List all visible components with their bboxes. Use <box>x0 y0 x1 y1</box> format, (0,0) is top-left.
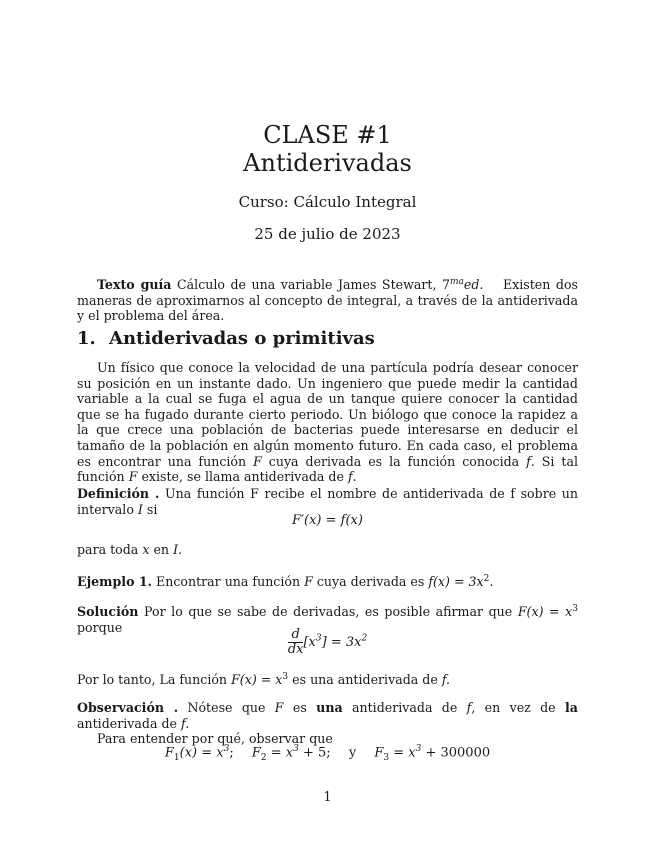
intro-edition-sup: ma <box>449 277 464 287</box>
math-conjunction: y <box>348 745 357 761</box>
example-text: cuya derivada es <box>316 574 425 590</box>
math-var: F <box>274 700 284 715</box>
observation-text: Nótese que <box>187 700 266 715</box>
paragraph-motivation: Un físico que conoce la velocidad de una partícula podría desear conocer su posición en un instante dado. Un ingeniero que puede medir la cantidad variable a la cual se fuga el agua de un tanque quiere conocer la cantidad que se ha fugado durante cierto periodo. Un biólogo que conoce la rapidez a la que crece una población de bacterias puede interesarse en deducir el tamaño de la población en algún momento futuro. En cada caso, el problema es encontrar una función F cuya derivada es la función conocida f. Si tal función F existe, se llama antiderivada de f. <box>77 360 579 485</box>
solution-label: Solución <box>77 604 139 620</box>
document-date: 25 de julio de 2023 <box>254 225 401 243</box>
math-var: f <box>526 453 531 469</box>
observation-label: Observación . <box>77 700 179 715</box>
derivative-formula <box>0 628 655 657</box>
math-var: I <box>137 501 143 517</box>
intro-book: Cálculo de una variable James Stewart, 7 <box>177 277 450 293</box>
math-expr: + 300000 <box>421 745 491 761</box>
math-var: F <box>304 574 313 590</box>
definition-text: Una función F recibe el nombre de antiderivada de f sobre un intervalo <box>77 486 578 517</box>
math-var: x <box>142 542 150 557</box>
math-var: f <box>347 469 353 485</box>
conclusion-text: Por lo tanto, La función <box>77 672 228 688</box>
math-var: F <box>164 745 174 761</box>
observation-text: antiderivada de <box>77 715 177 731</box>
page-number: 1 <box>323 790 332 805</box>
definition-text: si <box>146 501 158 517</box>
math-expr: = x <box>266 745 294 761</box>
definition-tail <box>77 542 578 558</box>
math-expr: = x <box>389 745 416 761</box>
observation-text: es <box>292 700 307 715</box>
intro-paragraph <box>77 275 578 324</box>
math-exponent: 3 <box>315 633 322 644</box>
fraction-numerator: d <box>288 628 304 643</box>
observation-emphasis: una <box>316 700 343 715</box>
intro-text: Existen dos maneras de aproximarnos al concepto de integral, a través de la antiderivada y el problema del área. <box>77 277 578 324</box>
math-exponent: 2 <box>361 633 368 644</box>
section-title: Antiderivadas o primitivas <box>109 328 375 349</box>
math-expr: ; <box>229 745 234 761</box>
definition-text: para toda <box>77 542 139 557</box>
document-title: CLASE #1 <box>263 121 392 149</box>
math-var: f <box>466 700 472 715</box>
paragraph-text: Un físico que conoce la velocidad de una partícula podría desear conocer su posición en un instante dado. Un ingeniero que puede medir la cantidad variable a la cual se fuga el agua de un tanque quiere conocer la cantidad que se ha fugado durante cierto periodo. Un biólogo que conoce la rapidez a la que crece una población de bacterias puede interesarse en deducir el tamaño de la población en algún momento futuro. En cada caso, el problema es encontrar una función <box>77 360 578 469</box>
course-name: Curso: Cálculo Integral <box>238 193 417 211</box>
math-exponent: 3 <box>293 744 299 754</box>
example-1 <box>77 572 578 590</box>
math-subscript: 3 <box>383 752 390 763</box>
fraction <box>288 628 304 657</box>
math-var: F <box>253 453 262 469</box>
observation-text: antiderivada de <box>351 700 458 715</box>
solution-text: Por lo que se sabe de derivadas, es posible afirmar que <box>144 604 513 620</box>
example-label: Ejemplo 1. <box>77 574 153 590</box>
paragraph-text: . Si tal función <box>77 453 579 485</box>
conclusion-formula: F(x) = x <box>231 672 283 688</box>
fraction-denominator: dx <box>287 642 304 657</box>
solution-formula: F(x) = x <box>517 604 573 620</box>
intro-label: Texto guía <box>97 277 172 293</box>
paragraph-text: existe, se llama antiderivada de <box>141 469 344 485</box>
math-subscript: 1 <box>173 752 180 763</box>
math-exponent: 3 <box>415 744 422 754</box>
math-var: F <box>374 745 384 761</box>
math-exponent: 3 <box>282 672 289 682</box>
solution-text: porque <box>77 619 123 635</box>
math-var: F <box>128 469 138 485</box>
math-var: F <box>251 745 261 761</box>
paragraph-text: cuya derivada es la función conocida <box>268 453 520 469</box>
observation-emphasis: la <box>564 700 578 715</box>
document-subtitle: Antiderivadas <box>243 149 412 177</box>
section-number: 1. <box>77 328 96 349</box>
conclusion <box>77 670 578 688</box>
math-exponent: 3 <box>223 744 230 754</box>
math-exponent: 3 <box>572 604 578 614</box>
example-text: Encontrar una función <box>156 574 301 590</box>
example-formula: f(x) = 3x <box>428 574 484 590</box>
math-var: I. <box>173 542 183 557</box>
math-expr: [x <box>303 635 316 650</box>
math-var: f. <box>441 672 451 688</box>
conclusion-text: es una antiderivada de <box>292 672 438 688</box>
definition-text: en <box>153 542 170 557</box>
antiderivatives-formula <box>0 744 655 763</box>
example-text: . <box>489 574 494 590</box>
math-var: f. <box>181 715 190 731</box>
intro-edition-suffix: ed. <box>463 277 484 293</box>
observation-text: Para entender por qué, observar que <box>97 731 333 747</box>
math-subscript: 2 <box>260 752 267 763</box>
observation-text: , en vez de <box>471 700 556 715</box>
definition-label: Definición . <box>77 486 160 501</box>
math-expr: (x) = x <box>179 745 224 761</box>
math-exponent: 2 <box>483 574 490 584</box>
math-expr: ] = 3x <box>321 635 362 650</box>
definition-formula: F′(x) = f(x) <box>292 513 363 528</box>
math-expr: + 5; <box>298 745 331 761</box>
observation <box>77 700 578 747</box>
section-heading <box>77 327 375 351</box>
